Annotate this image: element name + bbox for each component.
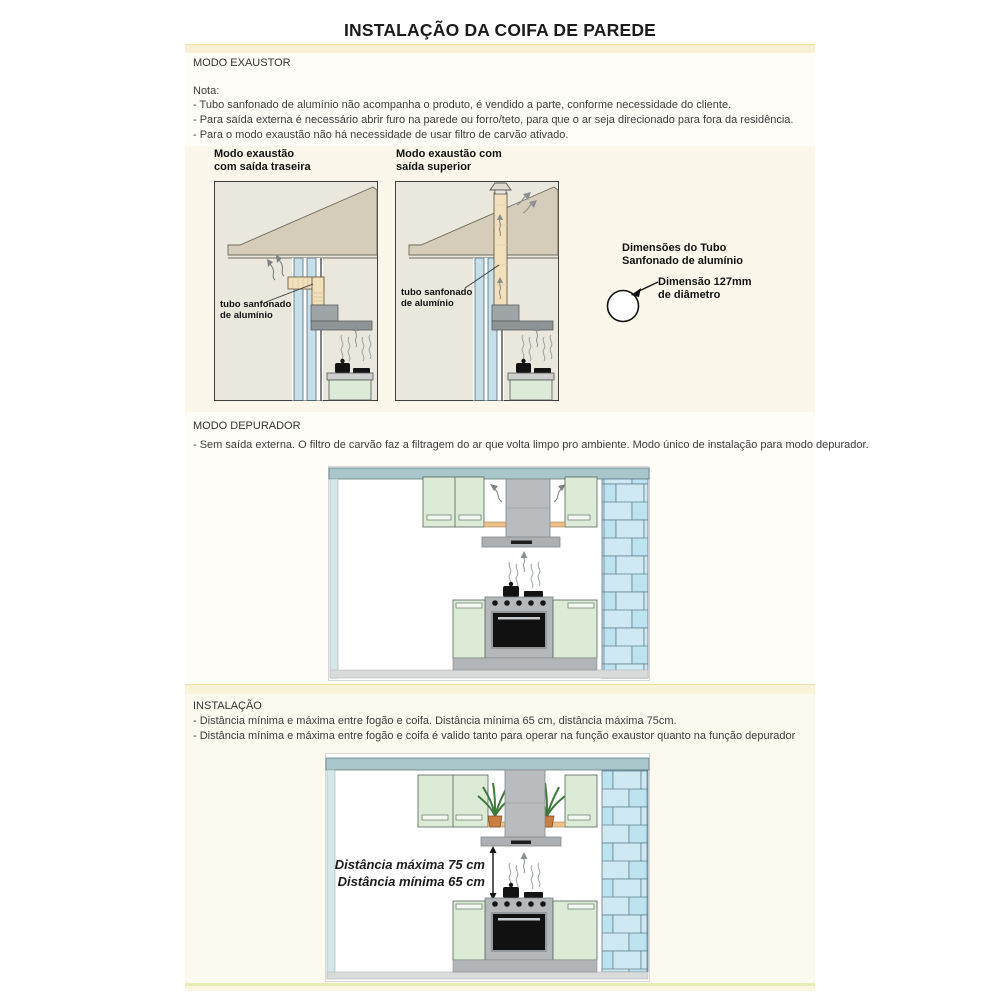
floor [327,972,648,979]
brick-wall [602,479,648,678]
diagram-rear-exhaust [214,181,378,401]
note-line: - Para saída externa é necessário abrir furo na parede ou forro/teto, para que o ar seja direcionado para fora da residência. [193,114,794,126]
shelf [550,522,565,527]
diagram-rear-title-line1: Modo exaustão [214,148,295,160]
tube-dimension-value-line1: Dimensão 127mm [658,276,752,288]
brick-wall [602,770,648,972]
tube-label: tubo sanfonado [401,287,473,298]
shelf [484,522,506,527]
note-line: - Sem saída externa. O filtro de carvão faz a filtragem do ar que volta limpo pro ambiente. Modo único de instalação para modo depurador. [193,439,869,451]
plinth [453,960,597,972]
ceiling [329,468,649,479]
separator-band-middle [185,684,815,694]
cabinet [329,380,371,400]
note-line: - Distância mínima e máxima entre fogão e coifa. Distância mínima 65 cm, distância máxima 75cm. [193,715,677,727]
note-label: Nota: [193,85,220,97]
diagram-top-title [396,148,502,174]
exaustor-heading: MODO EXAUSTOR [193,57,291,69]
tube-dimensions-heading [622,242,743,268]
depurador-heading: MODO DEPURADOR [193,420,301,432]
tube-label: tubo sanfonado [220,299,292,310]
separator-band-bottom [185,983,815,991]
tube-dimension-value-line2: de diâmetro [658,289,721,301]
distance-max-label: Distância máxima 75 cm [334,857,485,872]
tube-dimensions-heading-line1: Dimensões do Tubo [622,242,727,254]
plinth [453,658,597,670]
note-line: - Distância mínima e máxima entre fogão e coifa é valido tanto para operar na função exaustor quanto na função depurador [193,730,796,742]
tube-dimension-value [658,276,752,302]
kitchen-illustration-depurador [328,466,650,681]
page-title: INSTALAÇÃO DA COIFA DE PAREDE [343,20,657,40]
diagram-rear-title [214,148,311,174]
kitchen-illustration-distances [325,753,650,982]
diagram-rear-title-line2: com saída traseira [214,161,311,173]
instalacao-heading: INSTALAÇÃO [193,700,262,712]
diagram-top-title-line1: Modo exaustão com [396,148,502,160]
pot [335,363,350,373]
note-line: - Para o modo exaustão não há necessidade de usar filtro de carvão ativado. [193,129,569,141]
note-line: - Tubo sanfonado de alumínio não acompanha o produto, é vendido a parte, conforme necessidade do cliente. [193,99,732,111]
stove [485,597,553,658]
counter [508,373,554,380]
separator-band-top [185,44,815,53]
pot [516,363,531,373]
floor [330,670,648,678]
stove [485,898,553,960]
tube-dimensions-heading-line2: Sanfonado de alumínio [622,255,744,267]
tube-label: de alumínio [220,310,273,321]
ceiling [326,758,649,770]
tube-label: de alumínio [401,298,454,309]
diagram-top-title-line2: saída superior [396,161,472,173]
distance-min-label: Distância mínima 65 cm [337,874,485,889]
left-wall [327,770,335,979]
cabinet [510,380,552,400]
left-wall [330,479,338,678]
counter [327,373,373,380]
diagram-top-exhaust [395,181,559,401]
